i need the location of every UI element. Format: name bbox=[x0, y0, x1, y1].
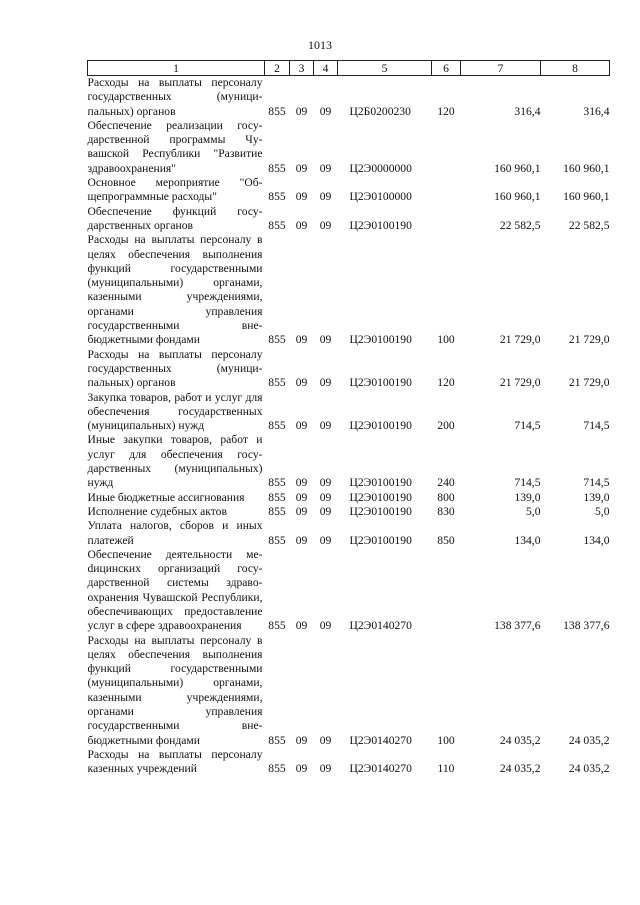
target-article-cell: Ц2Э0000000 bbox=[349, 161, 412, 175]
target-article-cell: Ц2Э0100190 bbox=[349, 376, 412, 390]
amount-year1-cell: 134,0 bbox=[514, 533, 541, 547]
section-code-cell: 09 bbox=[295, 333, 308, 347]
expense-name-cell: Закупка товаров, работ и услуг для обеспечения государственных (муниципальных) нужд bbox=[87, 390, 263, 433]
amount-year2-cell: 5,0 bbox=[595, 504, 610, 518]
target-article-cell: Ц2Э0100190 bbox=[349, 533, 412, 547]
target-article-cell: Ц2Э0140270 bbox=[349, 733, 412, 747]
expense-name-cell: Расходы на выплаты персоналу в целях обеспечения выполнения функций государственными (муниципальными) органами, казенными учреждениями, органами управления государственными внебюджетными фондами bbox=[87, 633, 263, 747]
target-article-cell: Ц2Э0100190 bbox=[349, 419, 412, 433]
amount-year2-cell: 22 582,5 bbox=[568, 218, 610, 232]
expense-type-cell: 100 bbox=[437, 333, 455, 347]
department-code-cell: 855 bbox=[268, 104, 286, 118]
expense-type-cell bbox=[432, 119, 461, 176]
subsection-code-cell: 09 bbox=[319, 218, 332, 232]
amount-year1-cell: 138 377,6 bbox=[494, 619, 541, 633]
subsection-code-cell: 09 bbox=[319, 619, 332, 633]
expense-name-cell: Расходы на выплаты персоналу казенных учреждений bbox=[87, 747, 263, 776]
amount-year2-cell: 139,0 bbox=[583, 490, 610, 504]
table-row bbox=[88, 176, 610, 205]
expense-type-cell: 100 bbox=[437, 733, 455, 747]
department-code-cell: 855 bbox=[268, 476, 286, 490]
table-row bbox=[88, 76, 610, 119]
column-header-2: 2 bbox=[265, 61, 290, 76]
amount-year1-cell: 714,5 bbox=[514, 476, 541, 490]
section-code-cell: 09 bbox=[295, 161, 308, 175]
expense-type-cell: 120 bbox=[437, 104, 455, 118]
target-article-cell: Ц2Э0100190 bbox=[349, 218, 412, 232]
expense-name-cell: Иные закупки товаров, работ и услуг для обеспечения государственных (муниципальных) нужд bbox=[87, 433, 263, 490]
target-article-cell: Ц2Э0140270 bbox=[349, 762, 412, 776]
expense-type-cell: 830 bbox=[437, 504, 455, 518]
subsection-code-cell: 09 bbox=[319, 762, 332, 776]
expense-type-cell bbox=[432, 548, 461, 634]
expense-name-cell: Обеспечение реализации государственной программы Чувашской Республики "Развитие здравоохранения" bbox=[87, 118, 263, 175]
column-header-8: 8 bbox=[541, 61, 610, 76]
table-row bbox=[88, 205, 610, 234]
amount-year2-cell: 160 960,1 bbox=[563, 161, 610, 175]
amount-year1-cell: 21 729,0 bbox=[499, 333, 541, 347]
department-code-cell: 855 bbox=[268, 619, 286, 633]
expense-type-cell: 120 bbox=[437, 376, 455, 390]
subsection-code-cell: 09 bbox=[319, 476, 332, 490]
department-code-cell: 855 bbox=[268, 161, 286, 175]
expense-type-cell: 110 bbox=[437, 762, 455, 776]
section-code-cell: 09 bbox=[295, 419, 308, 433]
expense-name-cell: Расходы на выплаты персоналу в целях обеспечения выполнения функций государственными (муниципальными) органами, казенными учреждениями, органами управления государственными внебюджетными фондами bbox=[87, 233, 263, 347]
budget-table bbox=[87, 60, 610, 777]
department-code-cell: 855 bbox=[268, 733, 286, 747]
table-row bbox=[88, 119, 610, 176]
table-row bbox=[88, 433, 610, 490]
column-header-7: 7 bbox=[461, 61, 541, 76]
amount-year1-cell: 22 582,5 bbox=[499, 218, 541, 232]
subsection-code-cell: 09 bbox=[319, 333, 332, 347]
expense-name-cell: Обеспечение функций государственных органов bbox=[87, 204, 263, 232]
department-code-cell: 855 bbox=[268, 504, 286, 518]
expense-name-cell: Расходы на выплаты персоналу государственных (муниципальных) органов bbox=[87, 347, 263, 390]
section-code-cell: 09 bbox=[295, 104, 308, 118]
amount-year2-cell: 21 729,0 bbox=[568, 376, 610, 390]
column-header-row bbox=[88, 61, 610, 76]
target-article-cell: Ц2Э0100190 bbox=[349, 504, 412, 518]
amount-year2-cell: 714,5 bbox=[583, 476, 610, 490]
amount-year1-cell: 139,0 bbox=[514, 490, 541, 504]
table-body bbox=[88, 76, 610, 777]
column-header-1: 1 bbox=[88, 61, 265, 76]
expense-name-cell: Иные бюджетные ассигнования bbox=[87, 490, 245, 504]
amount-year2-cell: 134,0 bbox=[583, 533, 610, 547]
target-article-cell: Ц2Э0100190 bbox=[349, 490, 412, 504]
table-row bbox=[88, 348, 610, 391]
amount-year1-cell: 714,5 bbox=[514, 419, 541, 433]
amount-year2-cell: 316,4 bbox=[583, 104, 610, 118]
expense-name-cell: Основное мероприятие "Общепрограммные расходы" bbox=[87, 176, 263, 204]
target-article-cell: Ц2Э0140270 bbox=[349, 619, 412, 633]
expense-type-cell: 240 bbox=[437, 476, 455, 490]
amount-year1-cell: 24 035,2 bbox=[499, 733, 541, 747]
section-code-cell: 09 bbox=[295, 619, 308, 633]
expense-type-cell bbox=[432, 176, 461, 205]
subsection-code-cell: 09 bbox=[319, 504, 332, 518]
subsection-code-cell: 09 bbox=[319, 733, 332, 747]
subsection-code-cell: 09 bbox=[319, 533, 332, 547]
table-row bbox=[88, 233, 610, 347]
column-header-6: 6 bbox=[432, 61, 461, 76]
amount-year1-cell: 24 035,2 bbox=[499, 762, 541, 776]
department-code-cell: 855 bbox=[268, 419, 286, 433]
target-article-cell: Ц2Б0200230 bbox=[349, 104, 411, 118]
table-row bbox=[88, 491, 610, 505]
amount-year2-cell: 160 960,1 bbox=[563, 190, 610, 204]
amount-year1-cell: 160 960,1 bbox=[494, 161, 541, 175]
amount-year1-cell: 21 729,0 bbox=[499, 376, 541, 390]
amount-year1-cell: 160 960,1 bbox=[494, 190, 541, 204]
amount-year2-cell: 714,5 bbox=[583, 419, 610, 433]
amount-year1-cell: 316,4 bbox=[514, 104, 541, 118]
department-code-cell: 855 bbox=[268, 218, 286, 232]
subsection-code-cell: 09 bbox=[319, 376, 332, 390]
subsection-code-cell: 09 bbox=[319, 490, 332, 504]
department-code-cell: 855 bbox=[268, 533, 286, 547]
department-code-cell: 855 bbox=[268, 376, 286, 390]
amount-year1-cell: 5,0 bbox=[526, 504, 541, 518]
expense-type-cell: 850 bbox=[437, 533, 455, 547]
section-code-cell: 09 bbox=[295, 733, 308, 747]
table-row bbox=[88, 391, 610, 434]
expense-name-cell: Исполнение судебных актов bbox=[87, 504, 227, 518]
department-code-cell: 855 bbox=[268, 762, 286, 776]
department-code-cell: 855 bbox=[268, 190, 286, 204]
target-article-cell: Ц2Э0100190 bbox=[349, 476, 412, 490]
amount-year2-cell: 24 035,2 bbox=[568, 762, 610, 776]
table-row bbox=[88, 519, 610, 548]
column-header-5: 5 bbox=[338, 61, 432, 76]
department-code-cell: 855 bbox=[268, 490, 286, 504]
amount-year2-cell: 21 729,0 bbox=[568, 333, 610, 347]
target-article-cell: Ц2Э0100000 bbox=[349, 190, 412, 204]
section-code-cell: 09 bbox=[295, 490, 308, 504]
department-code-cell: 855 bbox=[268, 333, 286, 347]
section-code-cell: 09 bbox=[295, 504, 308, 518]
section-code-cell: 09 bbox=[295, 190, 308, 204]
section-code-cell: 09 bbox=[295, 533, 308, 547]
section-code-cell: 09 bbox=[295, 218, 308, 232]
subsection-code-cell: 09 bbox=[319, 190, 332, 204]
page-number: 1013 bbox=[308, 38, 332, 52]
table-row bbox=[88, 548, 610, 634]
section-code-cell: 09 bbox=[295, 476, 308, 490]
amount-year2-cell: 138 377,6 bbox=[563, 619, 610, 633]
subsection-code-cell: 09 bbox=[319, 104, 332, 118]
column-header-3: 3 bbox=[290, 61, 314, 76]
table-row bbox=[88, 634, 610, 748]
target-article-cell: Ц2Э0100190 bbox=[349, 333, 412, 347]
expense-type-cell: 200 bbox=[437, 419, 455, 433]
subsection-code-cell: 09 bbox=[319, 161, 332, 175]
expense-type-cell bbox=[432, 205, 461, 234]
table-row bbox=[88, 748, 610, 777]
section-code-cell: 09 bbox=[295, 762, 308, 776]
expense-name-cell: Уплата налогов, сборов и иных платежей bbox=[87, 519, 263, 547]
table-row bbox=[88, 505, 610, 519]
expense-type-cell: 800 bbox=[437, 490, 455, 504]
expense-name-cell: Обеспечение деятельности меdицинских организаций государственной системы здравоохранения Чувашской Республики, обеспечивающих предоставление услуг в сфере здравоохранения bbox=[87, 547, 263, 633]
expense-name-cell: Расходы на выплаты персоналу государственных (муниципальных) органов bbox=[87, 76, 263, 118]
section-code-cell: 09 bbox=[295, 376, 308, 390]
amount-year2-cell: 24 035,2 bbox=[568, 733, 610, 747]
subsection-code-cell: 09 bbox=[319, 419, 332, 433]
column-header-4: 4 bbox=[314, 61, 338, 76]
